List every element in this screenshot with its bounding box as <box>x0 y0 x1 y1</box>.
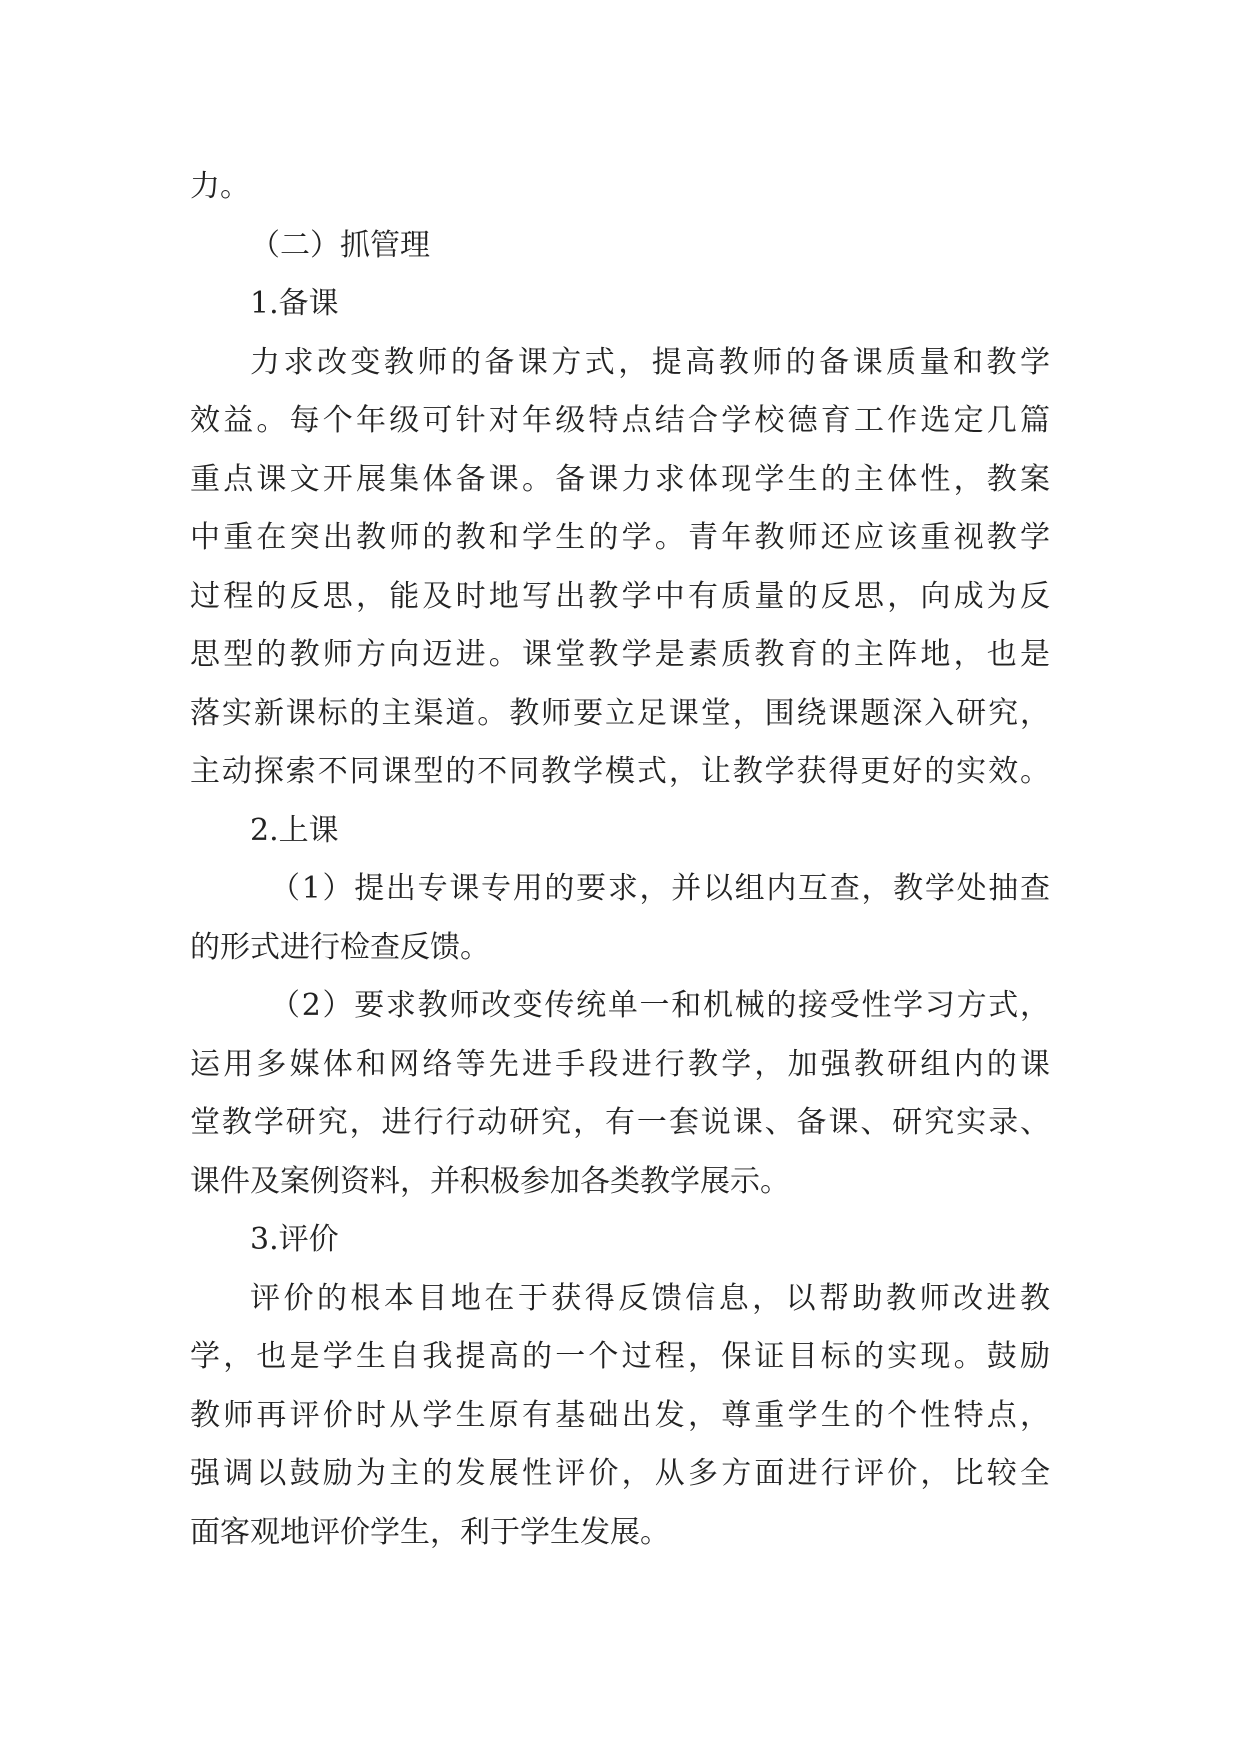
list-item-line: 运用多媒体和网络等先进手段进行教学，加强教研组内的课 <box>190 1046 1050 1082</box>
paragraph-line: 评价的根本目地在于获得反馈信息，以帮助教师改进教 <box>250 1280 1050 1316</box>
paragraph-line: 过程的反思，能及时地写出教学中有质量的反思，向成为反 <box>190 578 1050 614</box>
subheading-evaluation: 3.评价 <box>250 1222 339 1257</box>
subheading-lesson-prep: 1.备课 <box>250 286 339 321</box>
paragraph-line: 落实新课标的主渠道。教师要立足课堂，围绕课题深入研究， <box>190 695 1050 731</box>
list-item-line: （2）要求教师改变传统单一和机械的接受性学习方式， <box>270 988 1050 1023</box>
paragraph-line: 主动探索不同课型的不同教学模式，让教学获得更好的实效。 <box>190 754 1050 789</box>
paragraph-line: 强调以鼓励为主的发展性评价，从多方面进行评价，比较全 <box>190 1456 1050 1491</box>
paragraph-line: 重点课文开展集体备课。备课力求体现学生的主体性，教案 <box>190 461 1050 497</box>
paragraph-line: 思型的教师方向迈进。课堂教学是素质教育的主阵地，也是 <box>190 637 1050 672</box>
document-body <box>190 158 1050 1562</box>
list-item-line: 的形式进行检查反馈。 <box>190 929 490 965</box>
paragraph-line: 中重在突出教师的教和学生的学。青年教师还应该重视教学 <box>190 520 1050 555</box>
list-item-line: 堂教学研究，进行行动研究，有一套说课、备课、研究实录、 <box>190 1105 1050 1140</box>
list-item-line: 课件及案例资料，并积极参加各类教学展示。 <box>190 1163 790 1199</box>
section-heading: （二）抓管理 <box>250 227 430 263</box>
paragraph-line: 力求改变教师的备课方式，提高教师的备课质量和教学 <box>250 344 1050 380</box>
paragraph-continuation-line: 力。 <box>190 169 250 204</box>
paragraph-line: 教师再评价时从学生原有基础出发，尊重学生的个性特点， <box>190 1397 1050 1433</box>
paragraph-line: 面客观地评价学生，利于学生发展。 <box>190 1514 670 1550</box>
list-item-line: （1）提出专课专用的要求，并以组内互查，教学处抽查 <box>270 871 1050 906</box>
paragraph-line: 学，也是学生自我提高的一个过程，保证目标的实现。鼓励 <box>190 1339 1050 1374</box>
paragraph-line: 效益。每个年级可针对年级特点结合学校德育工作选定几篇 <box>190 403 1050 438</box>
subheading-teaching: 2.上课 <box>250 812 339 848</box>
